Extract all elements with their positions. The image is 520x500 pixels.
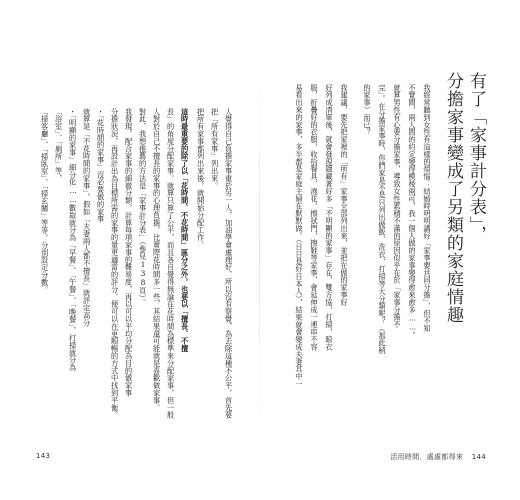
headline-line-1: 有了「家事計分表」， <box>466 72 486 244</box>
left-body-column: 把所有家事都列出來後，就開始分配工作。 <box>196 108 206 249</box>
left-list-item: 「掃客廳」、「掃臥室」、「掃玄關」等等，分別設定分數。 <box>40 108 50 294</box>
right-body-column: 我建議，要先把家裡的「所有」家事全部列出來，並把在做的家事好 <box>340 84 349 306</box>
left-list-item: 「浴室」、「廁所」等， <box>54 108 64 183</box>
left-body-column: 長」的角度分配家事。就算只算了公平，而且各自覺得無論在花時間為標準來分配家事，但一般 <box>166 108 176 419</box>
right-body-column: 好列成清單後，就會發現隱藏著好多「不明顯的家事」存在，雙方協，打掃，晾衣 <box>325 84 334 351</box>
left-list-item: ・「花時間的家事」沒必要做的家事 <box>96 108 106 223</box>
page-number-left: 143 <box>36 452 51 460</box>
right-body-column: 我經常聽到女性有這樣的煩惱：結婚時明明講好「家事要共同分擔」，但不知 <box>423 84 432 332</box>
right-body-column: 的家事）而已？ <box>363 84 372 136</box>
right-body-column: 服，折疊好的衣服，收拾餐具，澆花，擦拭門，擦鞋等家事，會延伸成一連串不容 <box>310 84 319 351</box>
page-number-right: 144 <box>471 453 486 461</box>
left-body-column-emphasis: 這時最重要的除了以「花時間、不花時間」區分之外，也要以「擅長、不擅 <box>180 108 190 353</box>
left-body-column: 分擔狀況，再設計出為目標所需的家事的量更適當的評分，便可以在更順暢的方式中找到平衡。 <box>110 108 120 419</box>
left-body-column: 人對於自己不擅長的家事的心理負擔，比實際花時間多一些，其結果還可能就是喜歡做家事。 <box>152 108 162 412</box>
page-gutter <box>259 60 260 440</box>
right-body-column: 不覺間，兩人間的約定變得模稜兩可，我一個人做的家事變得愈來愈多……。 <box>408 84 417 340</box>
right-body-column: 就算男性有心要分擔家事，導致女性累積不滿的原因似乎在於「家事分擔不 <box>393 84 402 329</box>
running-header-title: 活用時間．處處都得來 <box>390 453 464 461</box>
headline-line-2: 分擔家事變成了另類的家庭情趣 <box>443 72 463 324</box>
left-body-column: 人覺得自己負擔家事重於另一人，加油學會處理好，所以沒有察覺，為去除這種不公平，首先要 <box>224 108 234 419</box>
running-footer-right <box>390 452 486 462</box>
right-body-column: 易看出來的家事，多半都是家庭主婦在默默做。（日日是好日本人），結果就會變成夫妻其中一 <box>295 84 304 388</box>
left-body-column: 把「所有家事」列出來。 <box>210 108 220 190</box>
left-list-item: ・「明顯的家事」細分化……數取就分為「早餐」、「午餐」、「晚餐」，打掃就分為 <box>68 108 78 372</box>
left-list-item: 就算是「不花時間的家事」，假如「夫妻兩人都不擅長」就評定高分 <box>82 108 92 327</box>
right-body-column: 完」。在分擔家事時，你們家是不是只列出做飯、洗衣、打掃等大分類呢？（那此稍 <box>378 84 387 355</box>
left-body-column: 對此，我想推薦的方法是「家事計分表」（參見138頁）。 <box>138 108 148 306</box>
chapter-headline <box>441 72 487 324</box>
left-body-column: 我發現，配合家事的細微分類，計算每項家事的難易度，再以可以平均分配為目的做家事 <box>124 108 134 397</box>
